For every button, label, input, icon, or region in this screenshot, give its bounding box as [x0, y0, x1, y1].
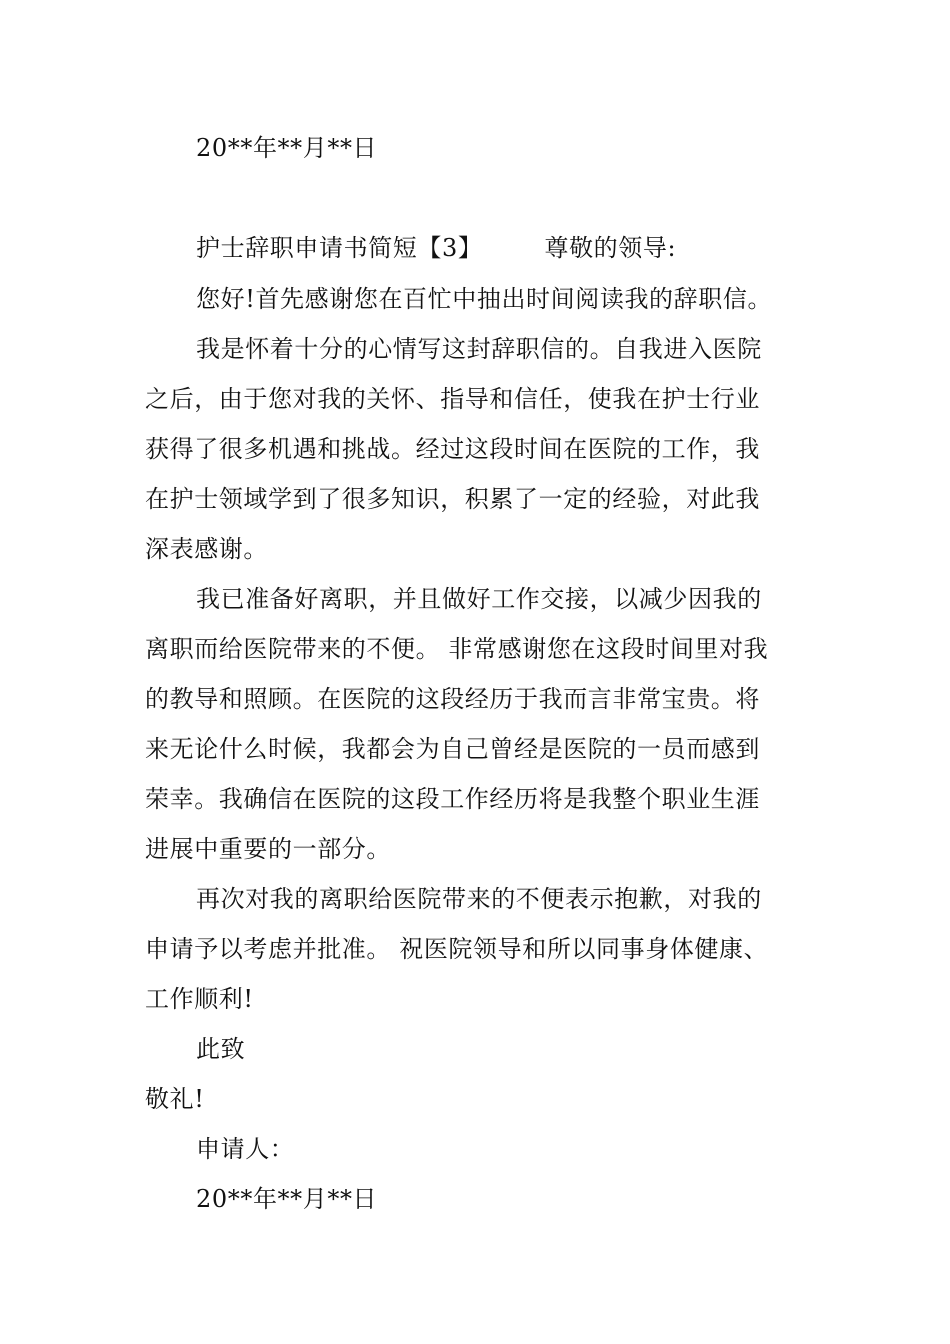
paragraph1-line: 获得了很多机遇和挑战。经过这段时间在医院的工作，我 — [145, 435, 760, 463]
paragraph3-line: 申请予以考虑并批准。 祝医院领导和所以同事身体健康、 — [145, 935, 769, 963]
greeting: 您好!首先感谢您在百忙中抽出时间阅读我的辞职信。 — [196, 285, 773, 313]
paragraph1-line: 在护士领域学到了很多知识，积累了一定的经验，对此我 — [145, 485, 760, 513]
paragraph3-line: 工作顺利! — [145, 985, 254, 1013]
paragraph1-line: 之后，由于您对我的关怀、指导和信任，使我在护士行业 — [145, 385, 760, 413]
heading-line — [196, 223, 676, 273]
paragraph2-line: 来无论什么时候，我都会为自己曾经是医院的一员而感到 — [145, 735, 760, 763]
salutation: 尊敬的领导: — [544, 234, 677, 262]
paragraph1-line: 我是怀着十分的心情写这封辞职信的。自我进入医院 — [196, 335, 762, 363]
paragraph2-line: 荣幸。我确信在医院的这段工作经历将是我整个职业生涯 — [145, 785, 760, 813]
paragraph3-line: 再次对我的离职给医院带来的不便表示抱歉，对我的 — [196, 885, 762, 913]
top-date: 20**年**月**日 — [196, 134, 378, 162]
paragraph2-line: 的教导和照顾。在医院的这段经历于我而言非常宝贵。将 — [145, 685, 760, 713]
paragraph2-line: 进展中重要的一部分。 — [145, 835, 391, 863]
paragraph1-line: 深表感谢。 — [145, 535, 268, 563]
bottom-date: 20**年**月**日 — [196, 1185, 378, 1213]
closing-line: 此致 — [196, 1035, 246, 1063]
paragraph2-line: 离职而给医院带来的不便。 非常感谢您在这段时间里对我 — [145, 635, 769, 663]
applicant-label: 申请人： — [196, 1135, 295, 1163]
paragraph2-line: 我已准备好离职，并且做好工作交接，以减少因我的 — [196, 585, 762, 613]
document-title: 护士辞职申请书简短【3】 — [196, 234, 483, 262]
closing-regards: 敬礼! — [145, 1085, 205, 1113]
